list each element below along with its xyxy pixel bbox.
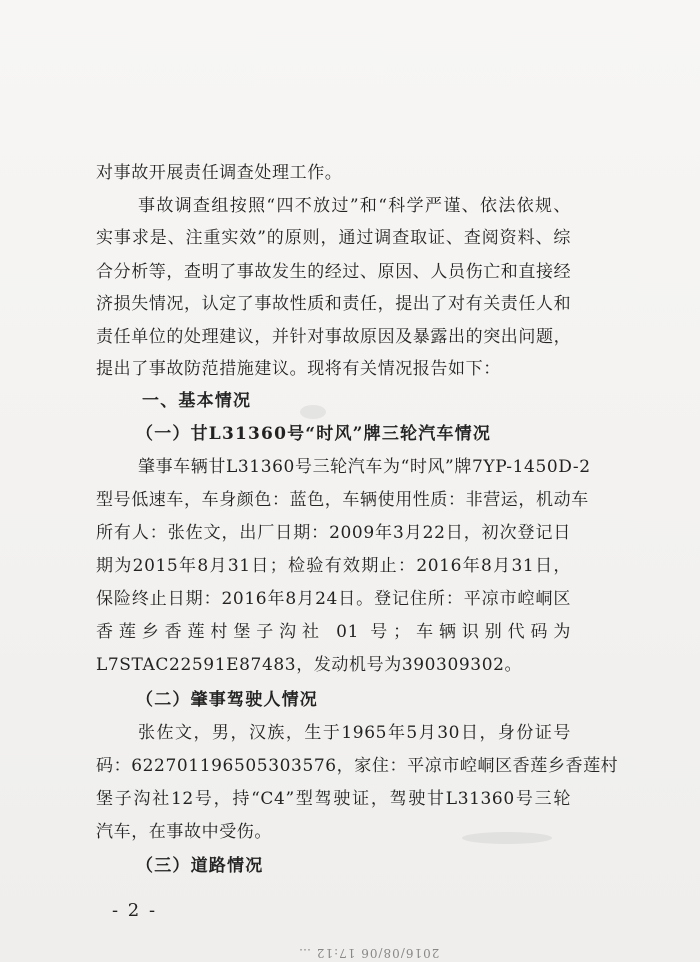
text-line: 汽车，在事故中受伤。 xyxy=(96,822,272,842)
text-line: 实事求是、注重实效”的原则，通过调查取证、查阅资料、综 xyxy=(96,228,571,248)
scan-footer-stamp: 2016/08/06 17:12 … xyxy=(298,946,440,960)
text-line: 济损失情况，认定了事故性质和责任，提出了对有关责任人和 xyxy=(96,294,572,314)
text-line: L7STAC22591E87483，发动机号为390309302。 xyxy=(96,655,523,675)
text-line: 责任单位的处理建议，并针对事故原因及暴露出的突出问题， xyxy=(96,327,572,347)
text-line: 保险终止日期：2016年8月24日。登记住所：平凉市崆峒区 xyxy=(96,589,571,609)
subsection-heading: （一）甘L31360号“时风”牌三轮汽车情况 xyxy=(136,424,492,444)
subsection-heading: （三）道路情况 xyxy=(136,856,264,876)
text-line: 码：622701196505303576，家住：平凉市崆峒区香莲乡香莲村 xyxy=(96,756,619,776)
text-line: 事故调查组按照“四不放过”和“科学严谨、依法依规、 xyxy=(138,196,571,216)
section-heading: 一、基本情况 xyxy=(142,391,252,411)
text-line: 肇事车辆甘L31360号三轮汽车为“时风”牌7YP-1450D-2 xyxy=(138,457,591,477)
text-line: 期为2015年8月31日；检验有效期止：2016年8月31日， xyxy=(96,556,571,576)
text-line: 提出了事故防范措施建议。现将有关情况报告如下： xyxy=(96,359,501,379)
text-line: 型号低速车，车身颜色：蓝色，车辆使用性质：非营运，机动车 xyxy=(96,490,589,510)
page-number: - 2 - xyxy=(112,900,158,921)
text-line: 对事故开展责任调查处理工作。 xyxy=(96,163,343,183)
text-line: 香莲乡香莲村堡子沟社 01 号；车辆识别代码为 xyxy=(96,622,571,642)
text-line: 所有人：张佐文，出厂日期：2009年3月22日，初次登记日 xyxy=(96,523,571,543)
text-line: 堡子沟社12号，持“C4”型驾驶证，驾驶甘L31360号三轮 xyxy=(96,789,571,809)
subsection-heading: （二）肇事驾驶人情况 xyxy=(136,690,318,710)
text-line: 合分析等，查明了事故发生的经过、原因、人员伤亡和直接经 xyxy=(96,262,572,282)
text-line: 张佐文，男，汉族，生于1965年5月30日，身份证号 xyxy=(138,723,571,743)
